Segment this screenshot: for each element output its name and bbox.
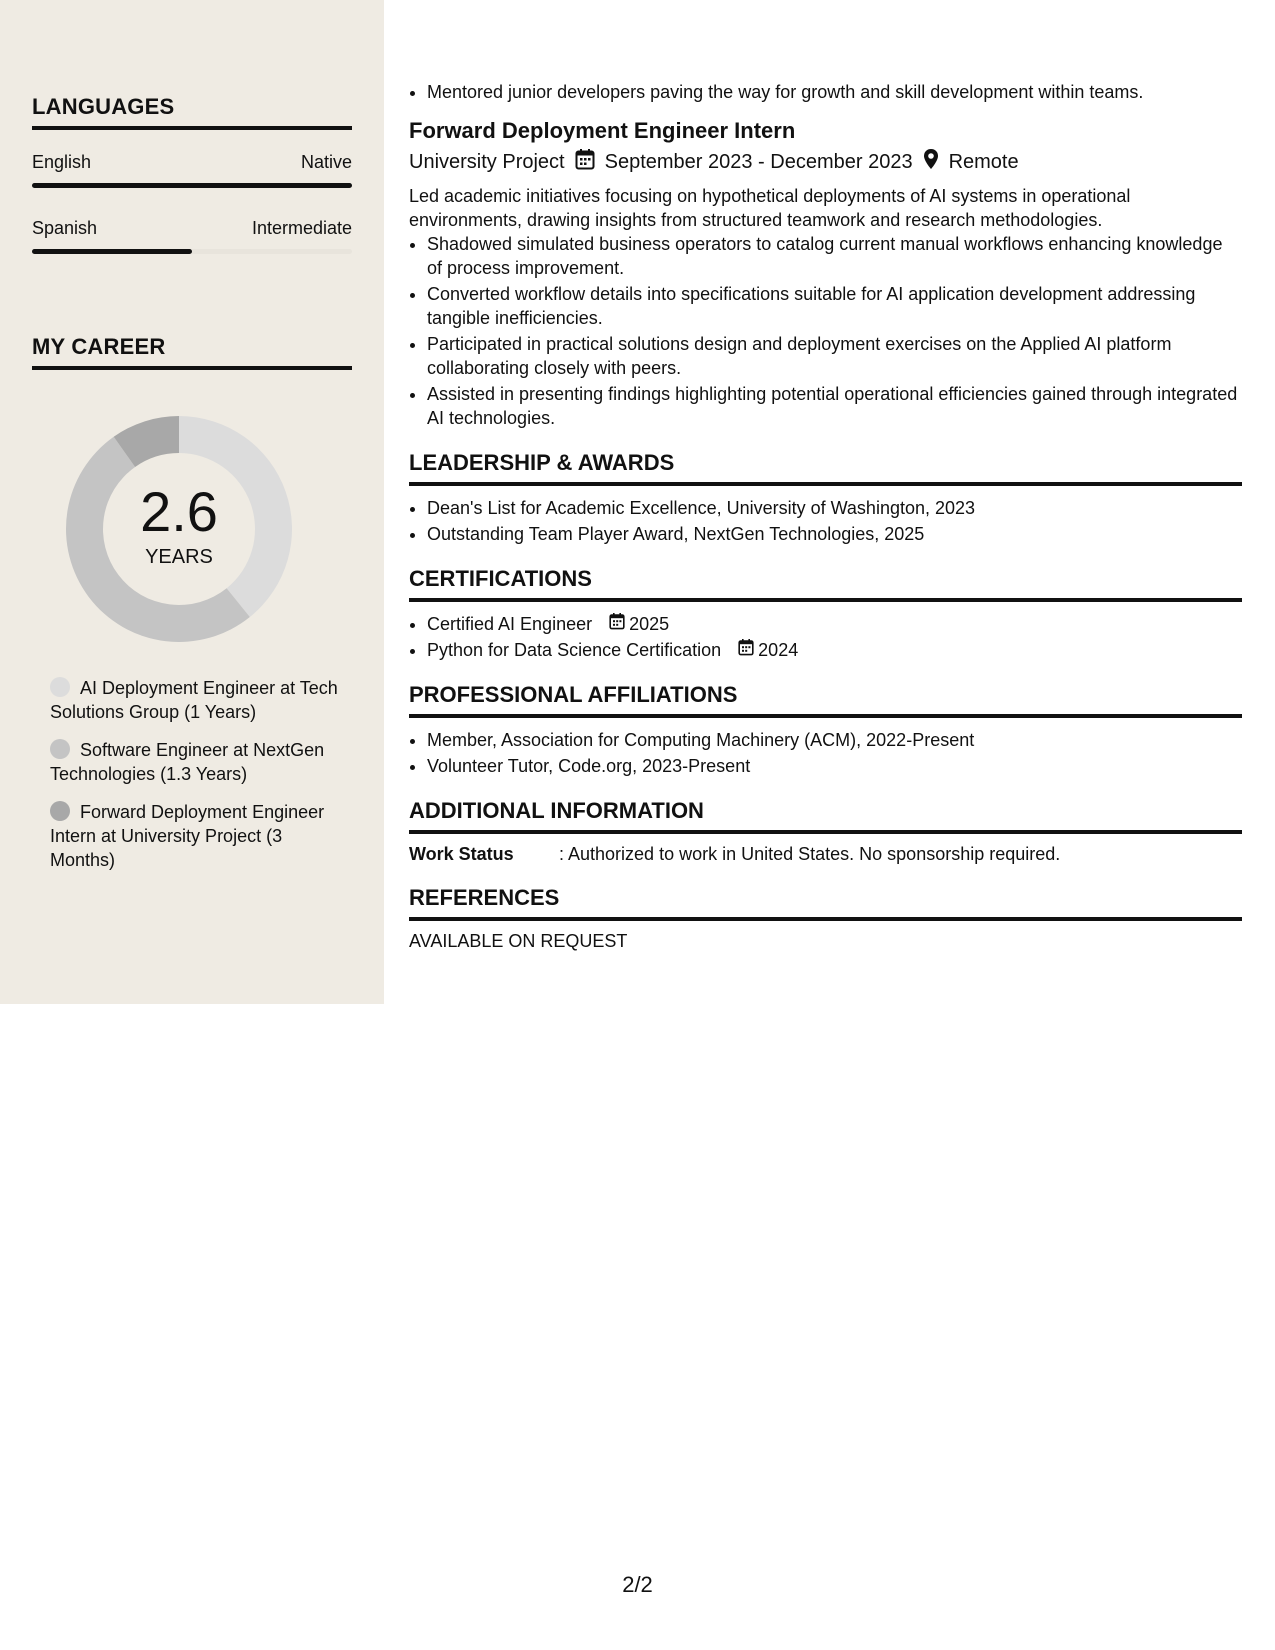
work-status-value: : Authorized to work in United States. No sponsorship required. bbox=[559, 844, 1061, 864]
affiliations-title: PROFESSIONAL AFFILIATIONS bbox=[409, 682, 1242, 718]
job-bullets bbox=[409, 232, 1242, 430]
career-legend-item bbox=[50, 738, 340, 786]
language-item bbox=[32, 152, 352, 188]
career-legend-label: AI Deployment Engineer at Tech Solutions Group (1 Years) bbox=[50, 678, 338, 722]
calendar-icon bbox=[738, 638, 754, 662]
job-meta bbox=[409, 148, 1242, 176]
leadership-section bbox=[409, 450, 1242, 546]
language-level: Native bbox=[300, 152, 352, 172]
career-legend-item bbox=[50, 800, 340, 872]
career-legend-label: Forward Deployment Engineer Intern at University Project (3 Months) bbox=[50, 802, 325, 870]
work-status-label: Work Status bbox=[409, 844, 514, 864]
certification-name: Python for Data Science Certification bbox=[427, 640, 722, 660]
career-title: MY CAREER bbox=[32, 334, 352, 370]
job-bullet: • Assisted in presenting findings highlighting potential operational efficiencies gained through integrated AI technologies. bbox=[427, 382, 1242, 430]
legend-dot-icon bbox=[50, 801, 70, 821]
language-proficiency-bar bbox=[32, 249, 352, 254]
page-number: 2/2 bbox=[622, 1572, 653, 1597]
language-level: Intermediate bbox=[251, 218, 352, 238]
career-legend-item bbox=[50, 676, 340, 724]
legend-dot-icon bbox=[50, 739, 70, 759]
certification-item bbox=[427, 638, 1242, 662]
career-donut-chart bbox=[66, 416, 292, 642]
career-total-unit: YEARS bbox=[145, 545, 213, 568]
job-bullet: • Converted workflow details into specifications suitable for AI application development addressing tangible inefficiencies. bbox=[427, 282, 1242, 330]
career-legend bbox=[50, 676, 340, 886]
certifications-section bbox=[409, 566, 1242, 662]
certification-year: 2025 bbox=[629, 614, 670, 634]
leadership-title: LEADERSHIP & AWARDS bbox=[409, 450, 1242, 486]
job-description: Led academic initiatives focusing on hypothetical deployments of AI systems in operational environments, drawing insights from structured teamwork and research methodologies. bbox=[409, 186, 1131, 230]
job-company: University Project bbox=[409, 150, 565, 173]
career-legend-label: Software Engineer at NextGen Technologies (1.3 Years) bbox=[50, 740, 325, 784]
award-item: • Outstanding Team Player Award, NextGen Technologies, 2025 bbox=[427, 522, 1242, 546]
language-proficiency-fill bbox=[32, 249, 192, 254]
job-bullet: • Shadowed simulated business operators to catalog current manual workflows enhancing knowledge of process improvement. bbox=[427, 232, 1242, 280]
certification-item bbox=[427, 612, 1242, 636]
additional-info-title: ADDITIONAL INFORMATION bbox=[409, 798, 1242, 834]
previous-job-bullets bbox=[409, 80, 1242, 104]
job-bullet: • Participated in practical solutions design and deployment exercises on the Applied AI platform collaborating closely with peers. bbox=[427, 332, 1242, 380]
sidebar bbox=[0, 0, 384, 1004]
affiliation-item: • Volunteer Tutor, Code.org, 2023-Present bbox=[427, 754, 1242, 778]
certifications-title: CERTIFICATIONS bbox=[409, 566, 1242, 602]
career-total-years: 2.6 bbox=[140, 479, 218, 543]
job-location: Remote bbox=[948, 150, 1019, 173]
references-section bbox=[409, 885, 1242, 952]
affiliations-section bbox=[409, 682, 1242, 778]
job-entry bbox=[409, 118, 1242, 430]
language-name: Spanish bbox=[32, 218, 98, 238]
language-name: English bbox=[32, 152, 92, 172]
languages-section bbox=[32, 94, 352, 254]
certification-name: Certified AI Engineer bbox=[427, 614, 593, 634]
affiliation-item: • Member, Association for Computing Machinery (ACM), 2022-Present bbox=[427, 728, 1242, 752]
career-section bbox=[32, 334, 352, 370]
language-proficiency-bar bbox=[32, 183, 352, 188]
calendar-icon bbox=[609, 612, 625, 636]
job-bullet: • Mentored junior developers paving the way for growth and skill development within teams. bbox=[427, 80, 1242, 104]
additional-info-section bbox=[409, 798, 1242, 865]
language-item bbox=[32, 218, 352, 254]
references-text: AVAILABLE ON REQUEST bbox=[409, 931, 628, 951]
legend-dot-icon bbox=[50, 677, 70, 697]
award-item: • Dean's List for Academic Excellence, University of Washington, 2023 bbox=[427, 496, 1242, 520]
references-title: REFERENCES bbox=[409, 885, 1242, 921]
main-content bbox=[409, 0, 1242, 952]
language-proficiency-fill bbox=[32, 183, 352, 188]
languages-title: LANGUAGES bbox=[32, 94, 352, 130]
calendar-icon bbox=[575, 148, 595, 176]
job-dates: September 2023 - December 2023 bbox=[604, 150, 913, 173]
location-pin-icon bbox=[923, 148, 939, 176]
certification-year: 2024 bbox=[758, 640, 799, 660]
job-title: Forward Deployment Engineer Intern bbox=[409, 118, 796, 143]
